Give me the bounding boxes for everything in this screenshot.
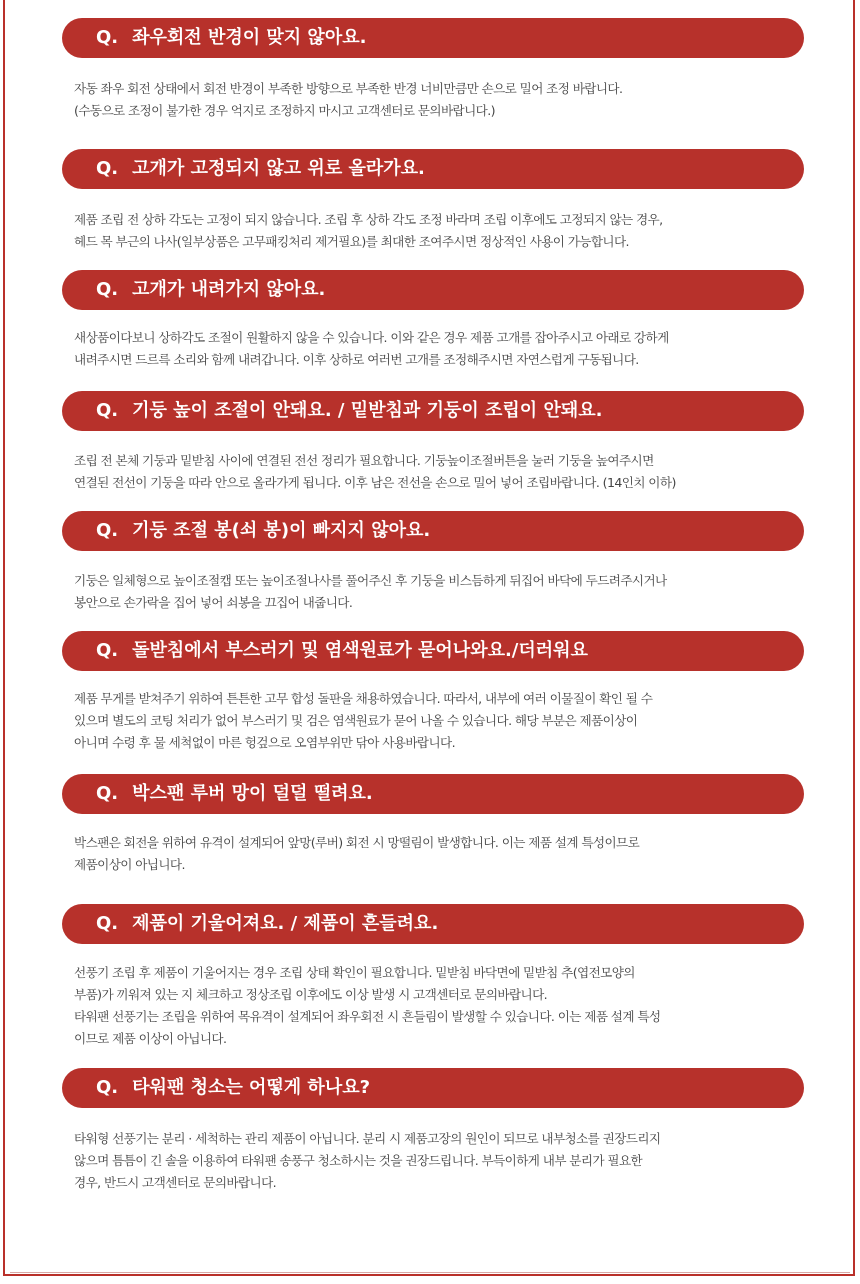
answer-line: 선풍기 조립 후 제품이 기울어지는 경우 조립 상태 확인이 필요합니다. 밑받침 바닥면에 밑받침 추(엽전모양의 [74, 965, 635, 980]
question-text: 타워팬 청소는 어떻게 하나요? [132, 1077, 371, 1098]
question-bar[interactable] [62, 18, 804, 58]
question-bar[interactable] [62, 149, 804, 189]
answer-line: 경우, 반드시 고객센터로 문의바랍니다. [74, 1175, 277, 1190]
answer-line: 제품이상이 아닙니다. [74, 857, 185, 872]
answer-line: 자동 좌우 회전 상태에서 회전 반경이 부족한 방향으로 부족한 반경 너비만큼만 손으로 밀어 조정 바랍니다. [74, 81, 623, 96]
answer-line: 않으며 틈틈이 긴 솔을 이용하여 타워팬 송풍구 청소하시는 것을 권장드립니다. 부득이하게 내부 분리가 필요한 [74, 1153, 643, 1168]
answer-text [74, 962, 824, 1050]
question-bar[interactable] [62, 270, 804, 310]
question-bar[interactable] [62, 631, 804, 671]
answer-line: 박스팬은 회전을 위하여 유격이 설계되어 앞망(루버) 회전 시 망떨림이 발생합니다. 이는 제품 설계 특성이므로 [74, 835, 640, 850]
question-text: 제품이 기울어져요. / 제품이 흔들려요. [132, 913, 439, 934]
answer-line: 봉안으로 손가락을 집어 넣어 쇠봉을 끄집어 내줍니다. [74, 595, 353, 610]
answer-line: 이므로 제품 이상이 아닙니다. [74, 1031, 227, 1046]
question-bar[interactable] [62, 511, 804, 551]
question-text: 고개가 내려가지 않아요. [132, 279, 326, 300]
question-text: 기둥 높이 조절이 안돼요. / 밑받침과 기둥이 조립이 안돼요. [132, 400, 603, 421]
answer-line: 타워형 선풍기는 분리 · 세척하는 관리 제품이 아닙니다. 분리 시 제품고장의 원인이 되므로 내부청소를 권장드리지 [74, 1131, 661, 1146]
answer-text [74, 1128, 824, 1194]
question-bar[interactable] [62, 1068, 804, 1108]
q-prefix: Q. [96, 27, 119, 48]
answer-line: 제품 조립 전 상하 각도는 고정이 되지 않습니다. 조립 후 상하 각도 조정 바라며 조립 이후에도 고정되지 않는 경우, [74, 212, 663, 227]
q-prefix: Q. [96, 520, 119, 541]
question-bar[interactable] [62, 391, 804, 431]
question-text: 좌우회전 반경이 맞지 않아요. [132, 27, 367, 48]
answer-line: 헤드 목 부근의 나사(일부상품은 고무패킹처리 제거필요)를 최대한 조여주시면 정상적인 사용이 가능합니다. [74, 234, 629, 249]
answer-text [74, 209, 824, 253]
answer-text [74, 688, 824, 754]
bottom-divider [10, 1272, 850, 1273]
answer-line: (수동으로 조정이 불가한 경우 억지로 조정하지 마시고 고객센터로 문의바랍니다.) [74, 103, 495, 118]
q-prefix: Q. [96, 640, 119, 661]
question-text: 박스팬 루버 망이 덜덜 떨려요. [132, 783, 373, 804]
answer-line: 있으며 별도의 코팅 처리가 없어 부스러기 및 검은 염색원료가 묻어 나올 수 있습니다. 해당 부분은 제품이상이 [74, 713, 638, 728]
answer-line: 새상품이다보니 상하각도 조절이 원활하지 않을 수 있습니다. 이와 같은 경우 제품 고개를 잡아주시고 아래로 강하게 [74, 330, 669, 345]
answer-line: 연결된 전선이 기둥을 따라 안으로 올라가게 됩니다. 이후 남은 전선을 손으로 밀어 넣어 조립바랍니다. (14인치 이하) [74, 475, 676, 490]
answer-line: 제품 무게를 받쳐주기 위하여 튼튼한 고무 합성 돌판을 채용하였습니다. 따라서, 내부에 여러 이물질이 확인 될 수 [74, 691, 653, 706]
q-prefix: Q. [96, 783, 119, 804]
answer-line: 내려주시면 드르륵 소리와 함께 내려갑니다. 이후 상하로 여러번 고개를 조정해주시면 자연스럽게 구동됩니다. [74, 352, 639, 367]
answer-line: 타워팬 선풍기는 조립을 위하여 목유격이 설계되어 좌우회전 시 흔들림이 발생할 수 있습니다. 이는 제품 설계 특성 [74, 1009, 661, 1024]
answer-line: 부품)가 끼워져 있는 지 체크하고 정상조립 이후에도 이상 발생 시 고객센터로 문의바랍니다. [74, 987, 548, 1002]
q-prefix: Q. [96, 158, 119, 179]
q-prefix: Q. [96, 279, 119, 300]
answer-line: 기둥은 일체형으로 높이조절캡 또는 높이조절나사를 풀어주신 후 기둥을 비스듬하게 뒤집어 바닥에 두드려주시거나 [74, 573, 667, 588]
question-text: 기둥 조절 봉(쇠 봉)이 빠지지 않아요. [132, 520, 431, 541]
question-bar[interactable] [62, 904, 804, 944]
answer-text [74, 832, 824, 876]
q-prefix: Q. [96, 913, 119, 934]
question-bar[interactable] [62, 774, 804, 814]
answer-text [74, 327, 824, 371]
question-text: 고개가 고정되지 않고 위로 올라가요. [132, 158, 425, 179]
answer-text [74, 570, 824, 614]
answer-text [74, 450, 824, 494]
q-prefix: Q. [96, 400, 119, 421]
answer-line: 조립 전 본체 기둥과 밑받침 사이에 연결된 전선 정리가 필요합니다. 기둥높이조절버튼을 눌러 기둥을 높여주시면 [74, 453, 654, 468]
question-text: 돌받침에서 부스러기 및 염색원료가 묻어나와요./더러워요 [132, 640, 588, 661]
answer-text [74, 78, 824, 122]
q-prefix: Q. [96, 1077, 119, 1098]
answer-line: 아니며 수령 후 물 세척없이 마른 헝겊으로 오염부위만 닦아 사용바랍니다. [74, 735, 455, 750]
